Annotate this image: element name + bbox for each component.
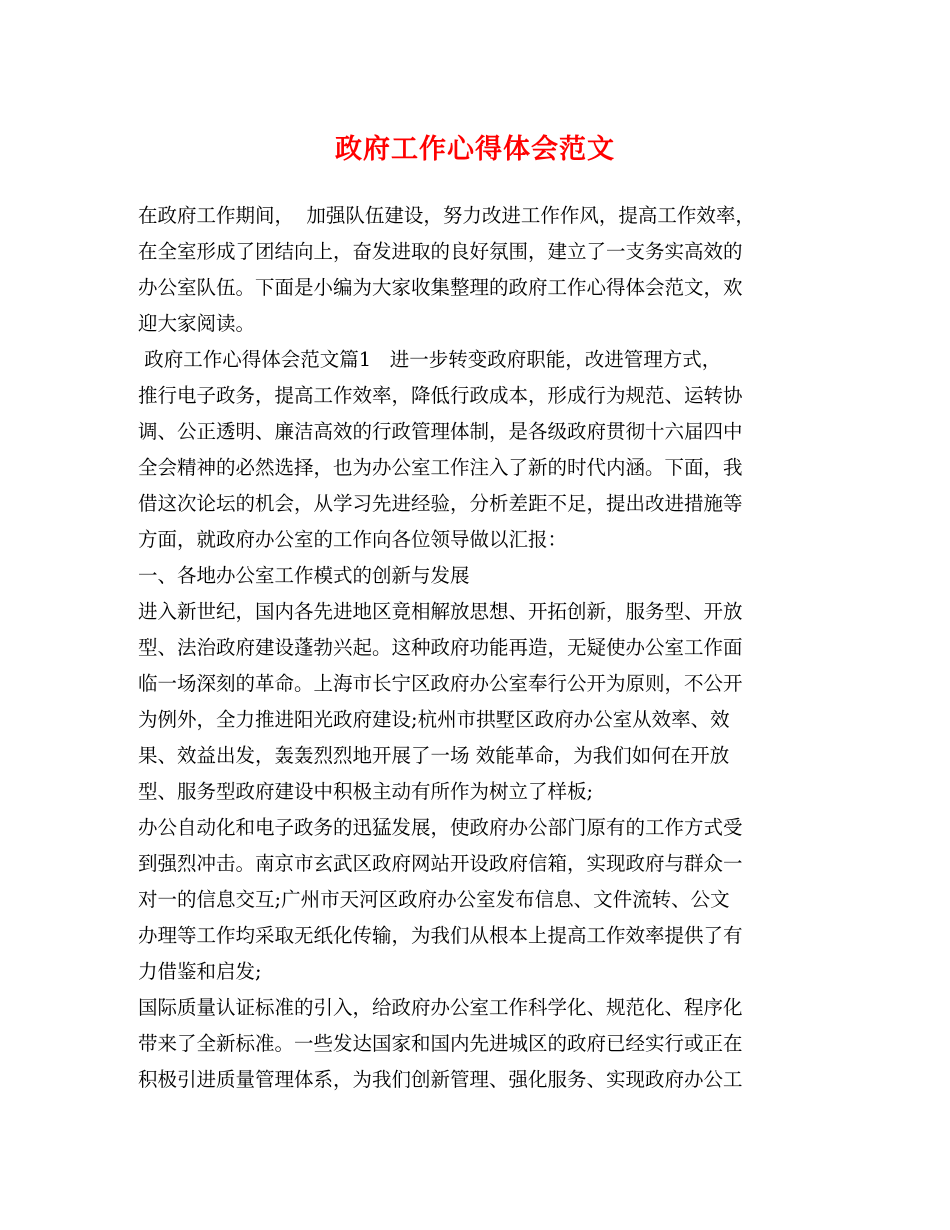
body-line: 积极引进质量管理体系，为我们创新管理、强化服务、实现政府办公工 bbox=[138, 1068, 743, 1091]
body-line: 办理等工作均采取无纸化传输，为我们从根本上提高工作效率提供了有 bbox=[138, 924, 743, 947]
body-line: 在全室形成了团结向上，奋发进取的良好氛围，建立了一支务实高效的 bbox=[138, 240, 743, 263]
body-line: 方面，就政府办公室的工作向各位领导做以汇报： bbox=[138, 528, 568, 551]
body-line: 临一场深刻的革命。上海市长宁区政府办公室奉行公开为原则，不公开 bbox=[138, 672, 743, 695]
body-line: 到强烈冲击。南京市玄武区政府网站开设政府信箱，实现政府与群众一 bbox=[138, 852, 743, 875]
body-line: 型、服务型政府建设中积极主动有所作为树立了样板; bbox=[138, 780, 594, 803]
body-line: 办公自动化和电子政务的迅猛发展，使政府办公部门原有的工作方式受 bbox=[138, 816, 743, 839]
body-line: 一、各地办公室工作模式的创新与发展 bbox=[138, 564, 470, 587]
body-line: 迎大家阅读。 bbox=[138, 312, 256, 335]
body-line: 政府工作心得体会范文篇1 进一步转变政府职能，改进管理方式， bbox=[138, 348, 722, 371]
body-line: 调、公正透明、廉洁高效的行政管理体制，是各级政府贯彻十六届四中 bbox=[138, 420, 743, 443]
document-body bbox=[138, 198, 818, 1098]
body-line: 果、效益出发，轰轰烈烈地开展了一场 效能革命，为我们如何在开放 bbox=[138, 744, 730, 767]
body-line: 为例外，全力推进阳光政府建设;杭州市拱墅区政府办公室从效率、效 bbox=[138, 708, 730, 731]
body-line: 推行电子政务，提高工作效率，降低行政成本，形成行为规范、运转协 bbox=[138, 384, 743, 407]
document-title: 政府工作心得体会范文 bbox=[335, 134, 615, 165]
body-line: 办公室队伍。下面是小编为大家收集整理的政府工作心得体会范文，欢 bbox=[138, 276, 743, 299]
body-line: 借这次论坛的机会，从学习先进经验，分析差距不足，提出改进措施等 bbox=[138, 492, 743, 515]
body-line: 进入新世纪，国内各先进地区竟相解放思想、开拓创新，服务型、开放 bbox=[138, 600, 743, 623]
body-line: 型、法治政府建设蓬勃兴起。这种政府功能再造，无疑使办公室工作面 bbox=[138, 636, 743, 659]
body-line: 力借鉴和启发; bbox=[138, 960, 262, 983]
body-line: 全会精神的必然选择，也为办公室工作注入了新的时代内涵。下面，我 bbox=[138, 456, 743, 479]
body-line: 带来了全新标准。一些发达国家和国内先进城区的政府已经实行或正在 bbox=[138, 1032, 743, 1055]
body-line: 对一的信息交互;广州市天河区政府办公室发布信息、文件流转、公文 bbox=[138, 888, 730, 911]
body-line: 国际质量认证标准的引入，给政府办公室工作科学化、规范化、程序化 bbox=[138, 996, 743, 1019]
body-line: 在政府工作期间， 加强队伍建设，努力改进工作作风，提高工作效率， bbox=[138, 204, 755, 227]
